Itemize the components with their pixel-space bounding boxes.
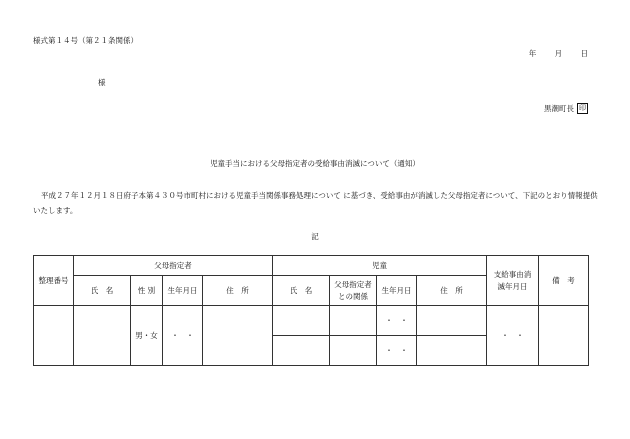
col-remarks-header: 備 考 [539, 256, 589, 306]
child-relation-cell-2 [330, 336, 377, 366]
date-month: 月 [554, 49, 563, 58]
child-address-cell-1 [417, 306, 487, 336]
child-address-header: 住 所 [417, 276, 487, 306]
end-date-cell: ・ ・ [487, 306, 539, 366]
child-relation-cell-1 [330, 306, 377, 336]
child-relation-line1: 父母指定者 [334, 279, 372, 289]
parent-sex-cell: 男・女 [131, 306, 163, 366]
parent-address-header: 住 所 [203, 276, 273, 306]
col-end-date-line2: 滅年月日 [497, 281, 528, 291]
group-parent-header: 父母指定者 [74, 256, 273, 276]
parent-dob-cell: ・ ・ [163, 306, 203, 366]
col-serial-header: 整理番号 [34, 256, 74, 306]
date-day: 日 [580, 49, 588, 58]
child-dob-cell-2: ・ ・ [377, 336, 417, 366]
seal-box: 印 [579, 104, 586, 112]
group-child-header: 児童 [273, 256, 487, 276]
remarks-cell [539, 306, 589, 366]
child-address-cell-2 [417, 336, 487, 366]
col-end-date-header [487, 256, 539, 306]
child-dob-cell-1: ・ ・ [377, 306, 417, 336]
body-text: 平成２７年１２月１８日府子本第４３０号市町村における児童手当関係事務処理について に基づき、受給事由が消滅した父母指定者について、下記のとおり情報提供いたします。 [33, 191, 598, 215]
date-line [513, 50, 588, 58]
child-name-cell-2 [273, 336, 330, 366]
parent-name-cell [74, 306, 131, 366]
form-id: 様式第１４号（第２１条関係） [33, 36, 138, 45]
serial-cell [34, 306, 74, 366]
date-year: 年 [528, 49, 537, 58]
parent-address-cell [203, 306, 273, 366]
document-title: 児童手当における父母指定者の受給事由消滅について（通知） [210, 159, 420, 168]
info-table [33, 255, 589, 366]
parent-dob-header: 生年月日 [163, 276, 203, 306]
child-name-cell-1 [273, 306, 330, 336]
child-relation-line2: との関係 [338, 291, 368, 301]
sender-name: 黒潮町長 [544, 103, 574, 113]
child-relation-header [330, 276, 377, 306]
parent-sex-header: 性 別 [131, 276, 163, 306]
recipient-suffix: 様 [98, 78, 106, 87]
parent-name-header: 氏 名 [74, 276, 131, 306]
sender [544, 103, 588, 114]
ki-heading: 記 [311, 232, 319, 241]
child-name-header: 氏 名 [273, 276, 330, 306]
child-dob-header: 生年月日 [377, 276, 417, 306]
col-end-date-line1: 支給事由消 [493, 269, 532, 279]
